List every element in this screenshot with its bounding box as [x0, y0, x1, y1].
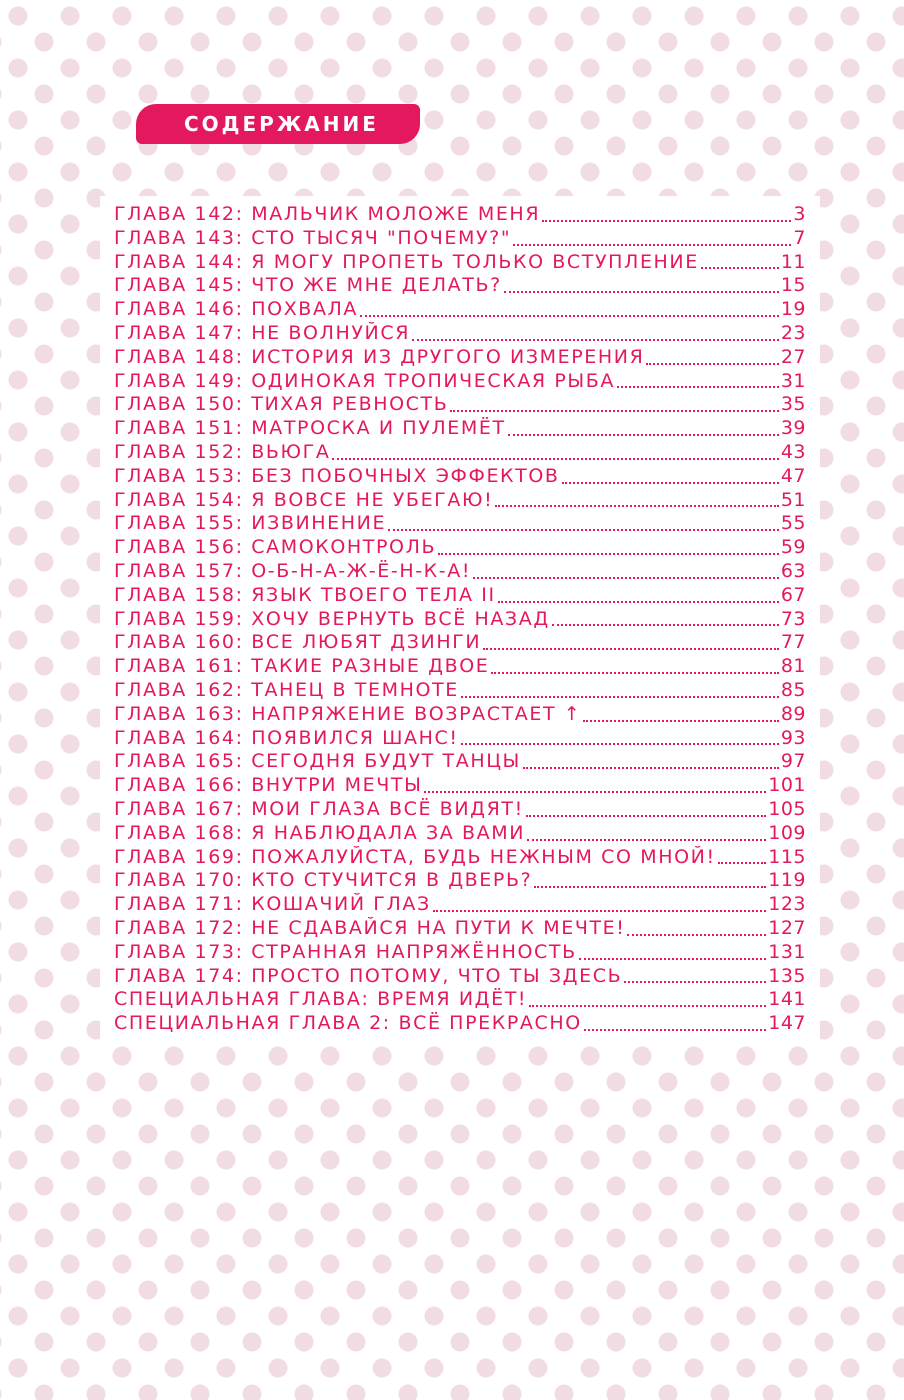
dot-leader — [461, 743, 779, 745]
toc-entry-title: ГЛАВА 174: ПРОСТО ПОТОМУ, ЧТО ТЫ ЗДЕСЬ — [114, 964, 623, 987]
toc-entry-page-number: 27 — [780, 345, 806, 368]
toc-entry-title: ГЛАВА 144: Я МОГУ ПРОПЕТЬ ТОЛЬКО ВСТУПЛЕНИЕ — [114, 250, 699, 273]
toc-entry[interactable] — [114, 727, 806, 751]
toc-entry-page-number: 93 — [780, 726, 806, 749]
toc-entry-page-number: 31 — [780, 369, 806, 392]
dot-leader — [579, 958, 767, 960]
dot-leader — [701, 267, 779, 269]
dot-leader — [624, 981, 766, 983]
toc-entry-page-number: 51 — [780, 488, 806, 511]
toc-header-badge — [136, 104, 420, 144]
dot-leader — [513, 244, 791, 246]
toc-entry-page-number: 47 — [780, 464, 806, 487]
dot-leader — [617, 386, 779, 388]
toc-entry-page-number: 115 — [768, 845, 806, 868]
dot-leader — [424, 791, 766, 793]
toc-entry[interactable] — [114, 560, 806, 584]
toc-entry-title: ГЛАВА 147: НЕ ВОЛНУЙСЯ — [114, 321, 411, 344]
dot-leader — [718, 862, 767, 864]
dot-leader — [388, 529, 779, 531]
dot-leader — [412, 339, 779, 341]
dot-leader — [450, 410, 778, 412]
toc-entry-title: ГЛАВА 171: КОШАЧИЙ ГЛАЗ — [114, 893, 431, 916]
toc-entry[interactable] — [114, 822, 806, 846]
dot-leader — [527, 839, 766, 841]
dot-leader — [438, 553, 779, 555]
toc-entry-page-number: 3 — [793, 203, 806, 225]
toc-entry-title: ГЛАВА 168: Я НАБЛЮДАЛА ЗА ВАМИ — [114, 821, 526, 844]
dot-leader — [495, 505, 779, 507]
toc-entry[interactable] — [114, 417, 806, 441]
dot-leader — [491, 672, 778, 674]
toc-entry[interactable] — [114, 441, 806, 465]
toc-entry[interactable] — [114, 631, 806, 655]
toc-entry[interactable] — [114, 846, 806, 870]
toc-entry-page-number: 35 — [780, 393, 806, 416]
toc-entry-title: ГЛАВА 153: БЕЗ ПОБОЧНЫХ ЭФФЕКТОВ — [114, 464, 560, 487]
toc-entry[interactable] — [114, 893, 806, 917]
dot-leader — [360, 315, 779, 317]
toc-entry-page-number: 127 — [768, 916, 806, 939]
toc-entry[interactable] — [114, 1012, 806, 1036]
toc-entry[interactable] — [114, 203, 806, 227]
toc-entry-page-number: 89 — [780, 702, 806, 725]
toc-entry-page-number: 135 — [768, 964, 806, 987]
toc-entry-page-number: 101 — [768, 774, 806, 797]
toc-entry-page-number: 105 — [768, 797, 806, 820]
dot-leader — [504, 291, 779, 293]
toc-entry-page-number: 81 — [780, 655, 806, 678]
toc-entry-page-number: 11 — [780, 250, 806, 273]
dot-leader — [584, 1029, 766, 1031]
toc-entry-page-number: 77 — [780, 631, 806, 654]
dot-leader — [542, 220, 791, 222]
toc-entry-page-number: 73 — [780, 607, 806, 630]
toc-entry-page-number: 7 — [793, 226, 806, 249]
toc-entry-title: ГЛАВА 145: ЧТО ЖЕ МНЕ ДЕЛАТЬ? — [114, 274, 502, 297]
toc-entry-title: ГЛАВА 143: СТО ТЫСЯЧ "ПОЧЕМУ?" — [114, 226, 512, 249]
dot-leader — [483, 648, 779, 650]
dot-leader — [498, 601, 779, 603]
dot-leader — [562, 482, 779, 484]
dot-leader — [534, 886, 766, 888]
toc-entry[interactable] — [114, 322, 806, 346]
toc-entry-title: ГЛАВА 157: О-Б-Н-А-Ж-Ё-Н-К-А! — [114, 559, 472, 582]
toc-entry-page-number: 15 — [780, 274, 806, 297]
toc-entry[interactable] — [114, 869, 806, 893]
toc-entry[interactable] — [114, 917, 806, 941]
toc-entry-title: ГЛАВА 169: ПОЖАЛУЙСТА, БУДЬ НЕЖНЫМ СО МНОЙ! — [114, 845, 716, 868]
toc-heading: СОДЕРЖАНИЕ — [184, 112, 379, 136]
dot-leader — [529, 1005, 766, 1007]
toc-entry[interactable] — [114, 988, 806, 1012]
toc-entry-title: ГЛАВА 150: ТИХАЯ РЕВНОСТЬ — [114, 393, 449, 416]
toc-entry-title: ГЛАВА 163: НАПРЯЖЕНИЕ ВОЗРАСТАЕТ ↑ — [114, 702, 582, 725]
toc-entry-page-number: 59 — [780, 536, 806, 559]
toc-entry-title: ГЛАВА 167: МОИ ГЛАЗА ВСЁ ВИДЯТ! — [114, 797, 524, 820]
toc-entry-page-number: 55 — [780, 512, 806, 535]
dot-leader — [526, 815, 766, 817]
toc-entry[interactable] — [114, 393, 806, 417]
toc-entry-title: ГЛАВА 158: ЯЗЫК ТВОЕГО ТЕЛА II — [114, 583, 496, 606]
toc-entry-title: СПЕЦИАЛЬНАЯ ГЛАВА: ВРЕМЯ ИДЁТ! — [114, 988, 528, 1011]
dot-leader — [332, 458, 778, 460]
toc-entry-page-number: 131 — [768, 940, 806, 963]
toc-entry[interactable] — [114, 274, 806, 298]
toc-entry[interactable] — [114, 703, 806, 727]
toc-entry-title: ГЛАВА 152: ВЬЮГА — [114, 440, 331, 463]
toc-entry[interactable] — [114, 227, 806, 251]
toc-entry[interactable] — [114, 251, 806, 275]
toc-entry-title: ГЛАВА 164: ПОЯВИЛСЯ ШАНС! — [114, 726, 459, 749]
toc-entry-page-number: 39 — [780, 417, 806, 440]
toc-entry[interactable] — [114, 679, 806, 703]
toc-entry[interactable] — [114, 750, 806, 774]
toc-entry-page-number: 85 — [780, 678, 806, 701]
toc-entry[interactable] — [114, 965, 806, 989]
toc-entry[interactable] — [114, 774, 806, 798]
toc-entry-title: ГЛАВА 142: МАЛЬЧИК МОЛОЖЕ МЕНЯ — [114, 203, 541, 225]
dot-leader — [461, 696, 779, 698]
toc-entry[interactable] — [114, 536, 806, 560]
toc-entry-title: ГЛАВА 156: САМОКОНТРОЛЬ — [114, 536, 437, 559]
table-of-contents — [114, 203, 806, 1036]
toc-entry-page-number: 23 — [780, 321, 806, 344]
dot-leader — [627, 934, 766, 936]
toc-entry-title: ГЛАВА 161: ТАКИЕ РАЗНЫЕ ДВОЕ — [114, 655, 490, 678]
toc-entry[interactable] — [114, 298, 806, 322]
toc-entry-title: СПЕЦИАЛЬНАЯ ГЛАВА 2: ВСЁ ПРЕКРАСНО — [114, 1012, 582, 1035]
toc-entry-title: ГЛАВА 159: ХОЧУ ВЕРНУТЬ ВСЁ НАЗАД — [114, 607, 550, 630]
toc-entry-title: ГЛАВА 154: Я ВОВСЕ НЕ УБЕГАЮ! — [114, 488, 494, 511]
toc-entry[interactable] — [114, 584, 806, 608]
toc-entry-title: ГЛАВА 172: НЕ СДАВАЙСЯ НА ПУТИ К МЕЧТЕ! — [114, 916, 626, 939]
toc-entry-title: ГЛАВА 148: ИСТОРИЯ ИЗ ДРУГОГО ИЗМЕРЕНИЯ — [114, 345, 645, 368]
dot-leader — [508, 434, 779, 436]
toc-entry-page-number: 141 — [768, 988, 806, 1011]
toc-entry-page-number: 109 — [768, 821, 806, 844]
dot-leader — [523, 767, 779, 769]
toc-entry-title: ГЛАВА 166: ВНУТРИ МЕЧТЫ — [114, 774, 423, 797]
toc-entry-page-number: 19 — [780, 298, 806, 321]
toc-entry[interactable] — [114, 370, 806, 394]
toc-entry[interactable] — [114, 465, 806, 489]
toc-entry-title: ГЛАВА 155: ИЗВИНЕНИЕ — [114, 512, 387, 535]
toc-entry[interactable] — [114, 512, 806, 536]
toc-entry[interactable] — [114, 798, 806, 822]
toc-entry-title: ГЛАВА 160: ВСЕ ЛЮБЯТ ДЗИНГИ — [114, 631, 482, 654]
toc-entry-title: ГЛАВА 149: ОДИНОКАЯ ТРОПИЧЕСКАЯ РЫБА — [114, 369, 616, 392]
toc-entry-page-number: 119 — [768, 869, 806, 892]
toc-entry[interactable] — [114, 941, 806, 965]
toc-entry[interactable] — [114, 608, 806, 632]
dot-leader — [646, 363, 778, 365]
dot-leader — [583, 720, 778, 722]
toc-entry-title: ГЛАВА 170: КТО СТУЧИТСЯ В ДВЕРЬ? — [114, 869, 533, 892]
toc-entry-page-number: 67 — [780, 583, 806, 606]
toc-entry[interactable] — [114, 489, 806, 513]
dot-leader — [552, 624, 779, 626]
toc-entry-title: ГЛАВА 165: СЕГОДНЯ БУДУТ ТАНЦЫ — [114, 750, 521, 773]
toc-entry-page-number: 147 — [768, 1012, 806, 1035]
toc-entry-page-number: 97 — [780, 750, 806, 773]
toc-entry-title: ГЛАВА 146: ПОХВАЛА — [114, 298, 359, 321]
toc-entry[interactable] — [114, 346, 806, 370]
toc-entry-page-number: 63 — [780, 559, 806, 582]
toc-entry-page-number: 43 — [780, 440, 806, 463]
dot-leader — [433, 910, 766, 912]
dot-leader — [473, 577, 779, 579]
toc-entry-page-number: 123 — [768, 893, 806, 916]
toc-entry-title: ГЛАВА 162: ТАНЕЦ В ТЕМНОТЕ — [114, 678, 459, 701]
toc-entry-title: ГЛАВА 173: СТРАННАЯ НАПРЯЖЁННОСТЬ — [114, 940, 577, 963]
toc-entry-title: ГЛАВА 151: МАТРОСКА И ПУЛЕМЁТ — [114, 417, 506, 440]
toc-entry[interactable] — [114, 655, 806, 679]
